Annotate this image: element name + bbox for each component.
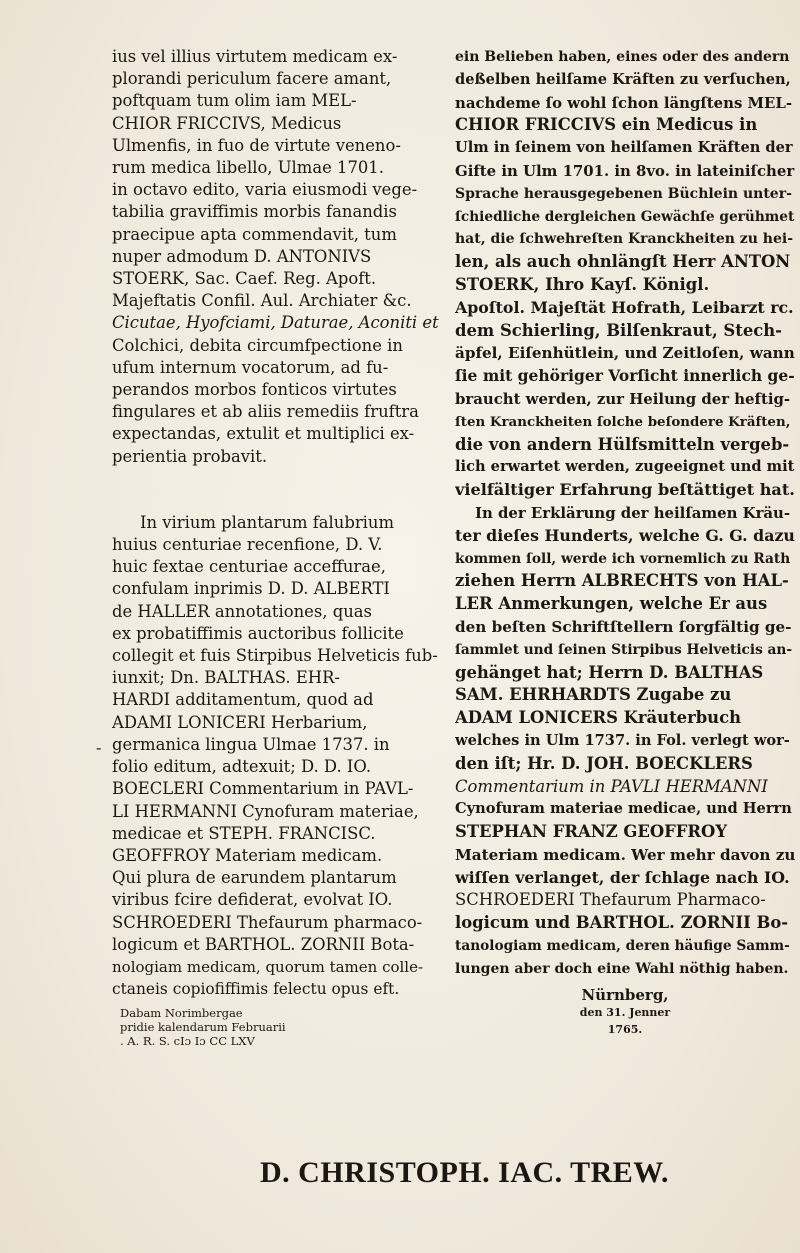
text-line: die von andern Hülfsmitteln vergeb- (455, 434, 790, 454)
text-line: Qui plura de earundem plantarum (112, 868, 397, 888)
text-line: lich erwartet werden, zugeeignet und mit (455, 458, 795, 476)
text-line: deßelben heilſame Kräften zu verſuchen, (455, 70, 791, 88)
text-line: den iſt; Hr. D. JOH. BOECKLERS (455, 753, 753, 773)
text-line: wiſſen verlanget, der ſchlage nach IO. (455, 867, 790, 887)
text-line: ter dieſes Hunderts, welche G. G. dazu (455, 525, 795, 545)
text-line: SCHROEDERI Thefaurum pharmaco- (112, 912, 423, 932)
text-line: Sprache herausgegebenen Büchlein unter- (455, 185, 792, 202)
dateline-line: 1765. (607, 1022, 643, 1036)
text-line: ſie mit gehöriger Vorſicht innerlich ge- (455, 366, 795, 386)
dateline-line: . A. R. S. cIɔ Iɔ CC LXV (120, 1034, 255, 1049)
text-line: SAM. EHRHARDTS Zugabe zu (455, 685, 732, 705)
text-line: BOECLERI Commentarium in PAVL- (112, 779, 414, 799)
german-paragraph-1 (455, 46, 795, 502)
text-line: lungen aber doch eine Wahl nöthig haben. (455, 960, 789, 977)
margin-mark: - (96, 738, 102, 757)
latin-paragraph-1 (112, 46, 442, 468)
text-line: logicum und BARTHOL. ZORNII Bo- (455, 913, 789, 933)
german-dateline (455, 987, 795, 1038)
text-line: HARDI additamentum, quod ad (112, 690, 374, 710)
text-line: kommen ſoll, werde ich vornemlich zu Rath (455, 550, 791, 567)
text-line: Apoſtol. Majeſtät Hofrath, Leibarzt rc. (455, 297, 794, 317)
text-line: hat, die ſchwehreſten Kranckheiten zu hei- (455, 231, 794, 248)
text-line: Gifte in Ulm 1701. in 8vo. in lateiniſcher (455, 161, 795, 180)
text-line: gehänget hat; Herrn D. BALTHAS (455, 662, 764, 682)
text-line: huic fextae centuriae acceffurae, (112, 557, 386, 577)
dateline-line: den 31. Jenner (579, 1005, 671, 1019)
text-line: iunxit; Dn. BALTHAS. EHR- (112, 668, 340, 688)
german-column (455, 46, 795, 1038)
text-line: tanologiam medicam, deren häufige Samm- (455, 938, 790, 955)
text-line: collegit et fuis Stirpibus Helveticis fub- (112, 646, 438, 666)
text-line: ufum internum vocatorum, ad fu- (112, 357, 389, 377)
text-line: welches in Ulm 1737. in Fol. verlegt wor- (455, 731, 790, 749)
text-line: expectandas, extulit et multiplici ex- (112, 424, 415, 444)
text-line: ſten Kranckheiten ſolche beſondere Kräften, (455, 413, 791, 430)
text-line: In der Erklärung der heilſamen Kräu- (475, 503, 791, 522)
dateline-line: Nürnberg, (581, 985, 669, 1004)
text-line: logicum et BARTHOL. ZORNII Bota- (112, 934, 415, 954)
text-line: Ulm in ſeinem von heilſamen Kräften der (455, 139, 793, 157)
text-line: vielfältiger Erfahrung beſtättiget hat. (455, 480, 795, 500)
text-line: CHIOR FRICCIVS, Medicus (112, 113, 342, 133)
text-line: nachdeme ſo wohl ſchon längſtens MEL- (455, 93, 793, 112)
text-line: In virium plantarum falubrium (140, 512, 394, 532)
text-line: rum medica libello, Ulmae 1701. (112, 158, 384, 178)
author-signature: D. CHRISTOPH. IAC. TREW. (260, 1156, 670, 1189)
text-line: viribus fcire defiderat, evolvat IO. (112, 890, 393, 910)
text-line: ſammlet und ſeinen Stirpibus Helveticis an- (455, 641, 793, 658)
text-line: confulam inprimis D. D. ALBERTI (112, 579, 390, 599)
text-line: tabilia graviffimis morbis fanandis (112, 202, 397, 222)
text-line: ADAM LONICERS Kräuterbuch (455, 708, 741, 728)
text-line: äpfel, Eiſenhütlein, und Zeitloſen, wann (455, 344, 795, 363)
text-line: medicae et STEPH. FRANCISC. (112, 823, 376, 843)
latin-dateline (112, 1006, 442, 1048)
text-line: de HALLER annotationes, quas (112, 601, 372, 621)
text-line: CHIOR FRICCIVS ein Medicus in (455, 115, 758, 135)
text-line: braucht werden, zur Heilung der heftig- (455, 389, 791, 408)
text-line: germanica lingua Ulmae 1737. in (112, 734, 390, 754)
text-line: poftquam tum olim iam MEL- (112, 91, 357, 111)
latin-column (112, 46, 442, 1048)
text-line: STOERK, Ihro Kayſ. Königl. (455, 274, 710, 294)
text-line: praecipue apta commendavit, tum (112, 224, 397, 244)
text-line: STEPHAN FRANZ GEOFFROY (455, 822, 728, 842)
text-line: ADAMI LONICERI Herbarium, (112, 712, 368, 732)
text-line: Majeftatis Confil. Aul. Archiater &c. (112, 291, 412, 311)
text-line: ctaneis copiofiffimis felectu opus eft. (112, 980, 400, 999)
text-line: ein Belieben haben, eines oder des andern (455, 49, 790, 65)
german-paragraph-2 (455, 502, 795, 981)
text-line: len, als auch ohnlängſt Herr ANTON (455, 252, 791, 272)
text-line: nuper admodum D. ANTONIVS (112, 246, 372, 266)
text-line: folio editum, adtexuit; D. D. IO. (112, 757, 372, 777)
latin-paragraph-2 (112, 512, 442, 1000)
text-line: ziehen Herrn ALBRECHTS von HAL- (455, 571, 789, 591)
dateline-line: pridie kalendarum Februarii (120, 1020, 286, 1035)
text-line: Ulmenfis, in fuo de virtute veneno- (112, 135, 401, 155)
text-line: SCHROEDERI Thefaurum Pharmaco- (455, 890, 766, 910)
text-line: GEOFFROY Materiam medicam. (112, 845, 383, 865)
text-line: nologiam medicam, quorum tamen colle- (112, 957, 424, 976)
text-line: Colchici, debita circumfpectione in (112, 335, 403, 355)
text-line: huius centuriae recenfione, D. V. (112, 535, 383, 555)
text-line: Cynofuram materiae medicae, und Herrn (455, 800, 792, 818)
text-line: ex probatiffimis auctoribus follicite (112, 623, 404, 643)
text-line: Commentarium in PAVLI HERMANNI (455, 776, 768, 796)
text-line: perandos morbos fonticos virtutes (112, 380, 397, 400)
text-line: ſchiedliche dergleichen Gewächſe gerühmet (455, 208, 795, 225)
text-line: ius vel illius virtutem medicam ex- (112, 47, 398, 66)
text-line: STOERK, Sac. Caef. Reg. Apoft. (112, 269, 377, 289)
text-line: plorandi periculum facere amant, (112, 69, 392, 89)
text-line: fingulares et ab aliis remediis fruftra (112, 402, 419, 422)
text-line: in octavo edito, varia eiusmodi vege- (112, 180, 418, 200)
text-line: Materiam medicam. Wer mehr davon zu (455, 845, 795, 864)
text-line: LER Anmerkungen, welche Er aus (455, 594, 768, 614)
text-line: dem Schierling, Bilſenkraut, Stech- (455, 320, 782, 340)
text-line: Cicutae, Hyofciami, Daturae, Aconiti et (112, 313, 439, 333)
text-line: LI HERMANNI Cynofuram materiae, (112, 801, 419, 821)
text-line: den beſten Schriftſtellern ſorgfältig ge- (455, 617, 792, 636)
dateline-line: Dabam Norimbergae (120, 1006, 243, 1021)
text-line: perientia probavit. (112, 446, 268, 466)
